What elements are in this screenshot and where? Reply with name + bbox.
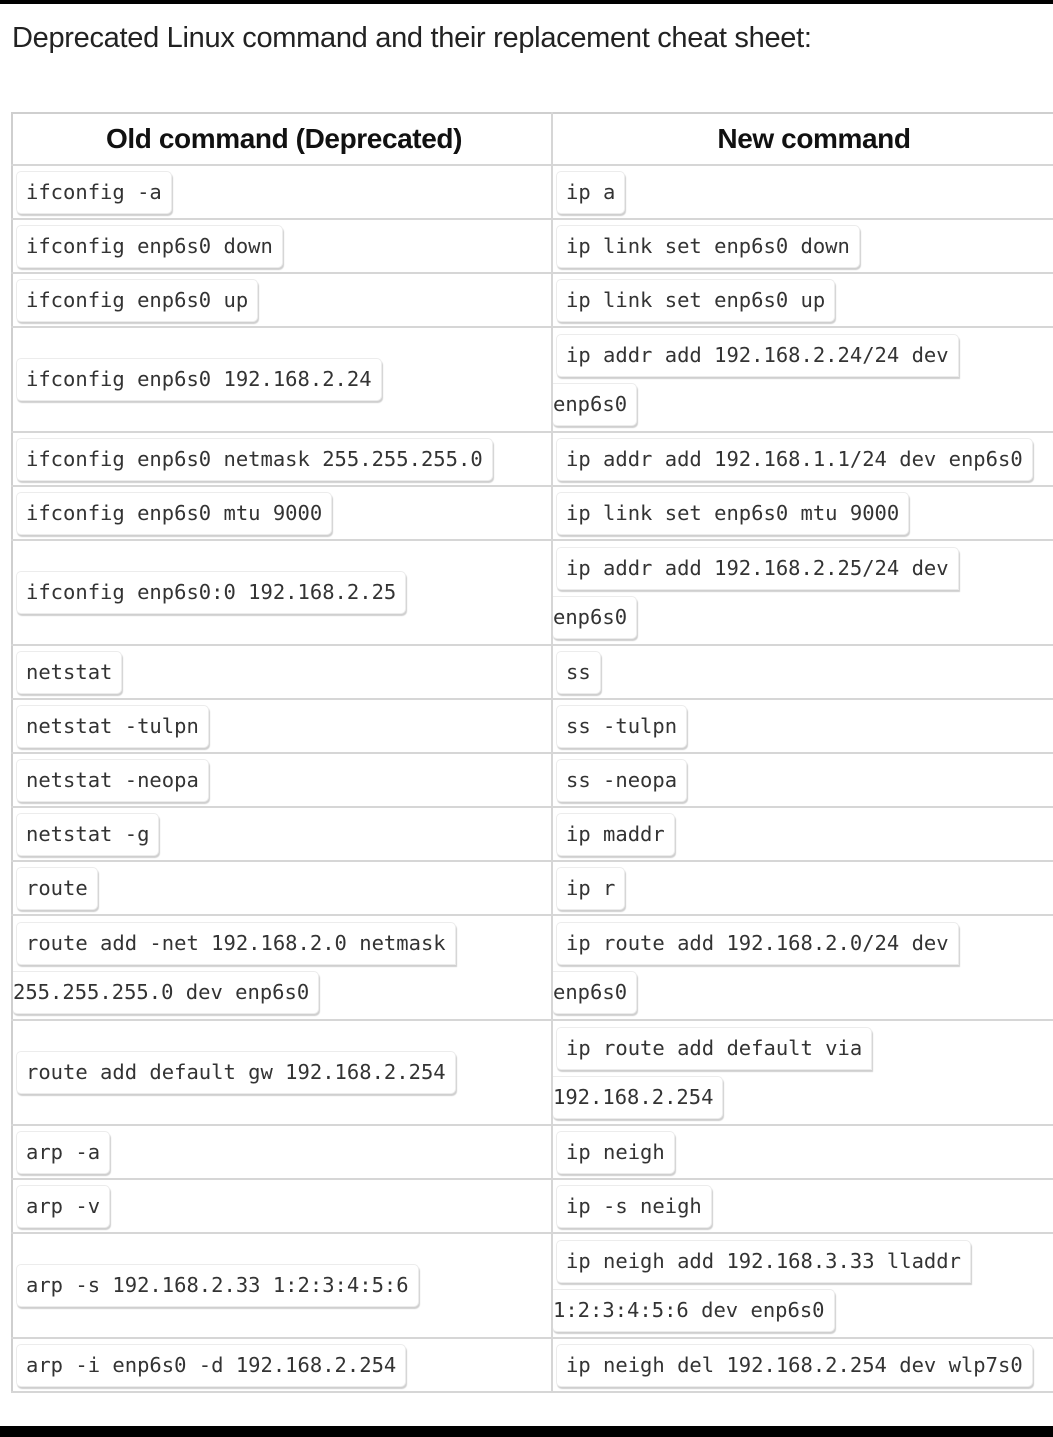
old-command-code: netstat -g — [17, 814, 158, 855]
new-command-header: New command — [552, 113, 1053, 165]
old-command-cell — [12, 753, 552, 807]
old-command-wrapped — [13, 923, 551, 1013]
new-command-line: 192.168.2.254 — [553, 1077, 722, 1118]
new-command-wrapped — [553, 548, 1053, 638]
new-command-cell — [552, 1020, 1053, 1125]
old-command-code: netstat -tulpn — [17, 706, 208, 747]
old-command-line: 255.255.255.0 dev enp6s0 — [13, 972, 318, 1013]
old-command-cell — [12, 273, 552, 327]
old-command-code: ifconfig enp6s0 down — [17, 226, 282, 267]
table-row — [12, 327, 1053, 432]
new-command-cell — [552, 1338, 1053, 1392]
table-row — [12, 486, 1053, 540]
old-command-cell — [12, 486, 552, 540]
new-command-code: ss — [557, 652, 600, 693]
new-command-line: enp6s0 — [553, 384, 636, 425]
new-command-cell — [552, 753, 1053, 807]
new-command-line: ip route add default via — [557, 1028, 871, 1069]
old-command-cell — [12, 1020, 552, 1125]
old-command-code: netstat — [17, 652, 121, 693]
old-command-cell — [12, 327, 552, 432]
old-command-cell — [12, 540, 552, 645]
new-command-cell — [552, 1125, 1053, 1179]
old-command-code: arp -i enp6s0 -d 192.168.2.254 — [17, 1345, 405, 1386]
new-command-code: ip r — [557, 868, 624, 909]
new-command-cell — [552, 915, 1053, 1020]
table-row — [12, 540, 1053, 645]
new-command-cell — [552, 219, 1053, 273]
new-command-line: enp6s0 — [553, 597, 636, 638]
new-command-code: ip link set enp6s0 down — [557, 226, 859, 267]
new-command-line: ip neigh add 192.168.3.33 lladdr — [557, 1241, 970, 1282]
new-command-code: ip addr add 192.168.1.1/24 dev enp6s0 — [557, 439, 1032, 480]
new-command-code: ss -neopa — [557, 760, 686, 801]
command-rows — [12, 165, 1053, 1392]
new-command-line: 1:2:3:4:5:6 dev enp6s0 — [553, 1290, 834, 1331]
new-command-cell — [552, 699, 1053, 753]
old-command-code: ifconfig enp6s0 netmask 255.255.255.0 — [17, 439, 492, 480]
new-command-wrapped — [553, 923, 1053, 1013]
new-command-cell — [552, 486, 1053, 540]
new-command-code: ip link set enp6s0 up — [557, 280, 834, 321]
table-row — [12, 915, 1053, 1020]
old-command-cell — [12, 915, 552, 1020]
new-command-cell — [552, 645, 1053, 699]
old-command-code: ifconfig enp6s0 up — [17, 280, 257, 321]
table-row — [12, 273, 1053, 327]
old-command-cell — [12, 1338, 552, 1392]
new-command-line: enp6s0 — [553, 972, 636, 1013]
page-title: Deprecated Linux command and their replacement cheat sheet: — [12, 22, 812, 54]
command-table — [11, 112, 1053, 1393]
old-command-code: ifconfig -a — [17, 172, 171, 213]
old-command-cell — [12, 861, 552, 915]
new-command-cell — [552, 432, 1053, 486]
new-command-cell — [552, 1179, 1053, 1233]
old-command-code: netstat -neopa — [17, 760, 208, 801]
table-row — [12, 1338, 1053, 1392]
new-command-wrapped — [553, 1241, 1053, 1331]
old-command-cell — [12, 1179, 552, 1233]
old-command-cell — [12, 432, 552, 486]
table-row — [12, 699, 1053, 753]
old-command-code: ifconfig enp6s0:0 192.168.2.25 — [17, 572, 405, 613]
old-command-code: route — [17, 868, 97, 909]
table-row — [12, 861, 1053, 915]
table-row — [12, 1125, 1053, 1179]
old-command-header: Old command (Deprecated) — [12, 113, 552, 165]
table-row — [12, 1179, 1053, 1233]
new-command-cell — [552, 807, 1053, 861]
old-command-code: arp -a — [17, 1132, 109, 1173]
old-command-code: route add default gw 192.168.2.254 — [17, 1052, 455, 1093]
new-command-cell — [552, 1233, 1053, 1338]
new-command-line: ip route add 192.168.2.0/24 dev — [557, 923, 958, 964]
new-command-code: ip neigh del 192.168.2.254 dev wlp7s0 — [557, 1345, 1032, 1386]
new-command-line: ip addr add 192.168.2.25/24 dev — [557, 548, 958, 589]
table-row — [12, 219, 1053, 273]
new-command-code: ip maddr — [557, 814, 674, 855]
table-header-row — [12, 113, 1053, 165]
old-command-code: arp -s 192.168.2.33 1:2:3:4:5:6 — [17, 1265, 418, 1306]
table-row — [12, 753, 1053, 807]
cheat-sheet-page — [0, 4, 1053, 1426]
old-command-cell — [12, 807, 552, 861]
new-command-code: ip -s neigh — [557, 1186, 711, 1227]
bottom-border — [0, 1426, 1053, 1437]
old-command-code: ifconfig enp6s0 192.168.2.24 — [17, 359, 381, 400]
old-command-cell — [12, 165, 552, 219]
old-command-code: arp -v — [17, 1186, 109, 1227]
table-row — [12, 807, 1053, 861]
new-command-code: ip neigh — [557, 1132, 674, 1173]
new-command-line: ip addr add 192.168.2.24/24 dev — [557, 335, 958, 376]
table-row — [12, 1020, 1053, 1125]
table-row — [12, 645, 1053, 699]
old-command-cell — [12, 1233, 552, 1338]
new-command-cell — [552, 273, 1053, 327]
old-command-cell — [12, 1125, 552, 1179]
new-command-wrapped — [553, 335, 1053, 425]
old-command-code: ifconfig enp6s0 mtu 9000 — [17, 493, 331, 534]
new-command-code: ip link set enp6s0 mtu 9000 — [557, 493, 908, 534]
new-command-cell — [552, 327, 1053, 432]
table-row — [12, 1233, 1053, 1338]
old-command-cell — [12, 219, 552, 273]
table-row — [12, 165, 1053, 219]
new-command-cell — [552, 861, 1053, 915]
old-command-line: route add -net 192.168.2.0 netmask — [17, 923, 455, 964]
new-command-code: ss -tulpn — [557, 706, 686, 747]
table-row — [12, 432, 1053, 486]
new-command-cell — [552, 165, 1053, 219]
new-command-cell — [552, 540, 1053, 645]
old-command-cell — [12, 699, 552, 753]
new-command-wrapped — [553, 1028, 1053, 1118]
old-command-cell — [12, 645, 552, 699]
new-command-code: ip a — [557, 172, 624, 213]
